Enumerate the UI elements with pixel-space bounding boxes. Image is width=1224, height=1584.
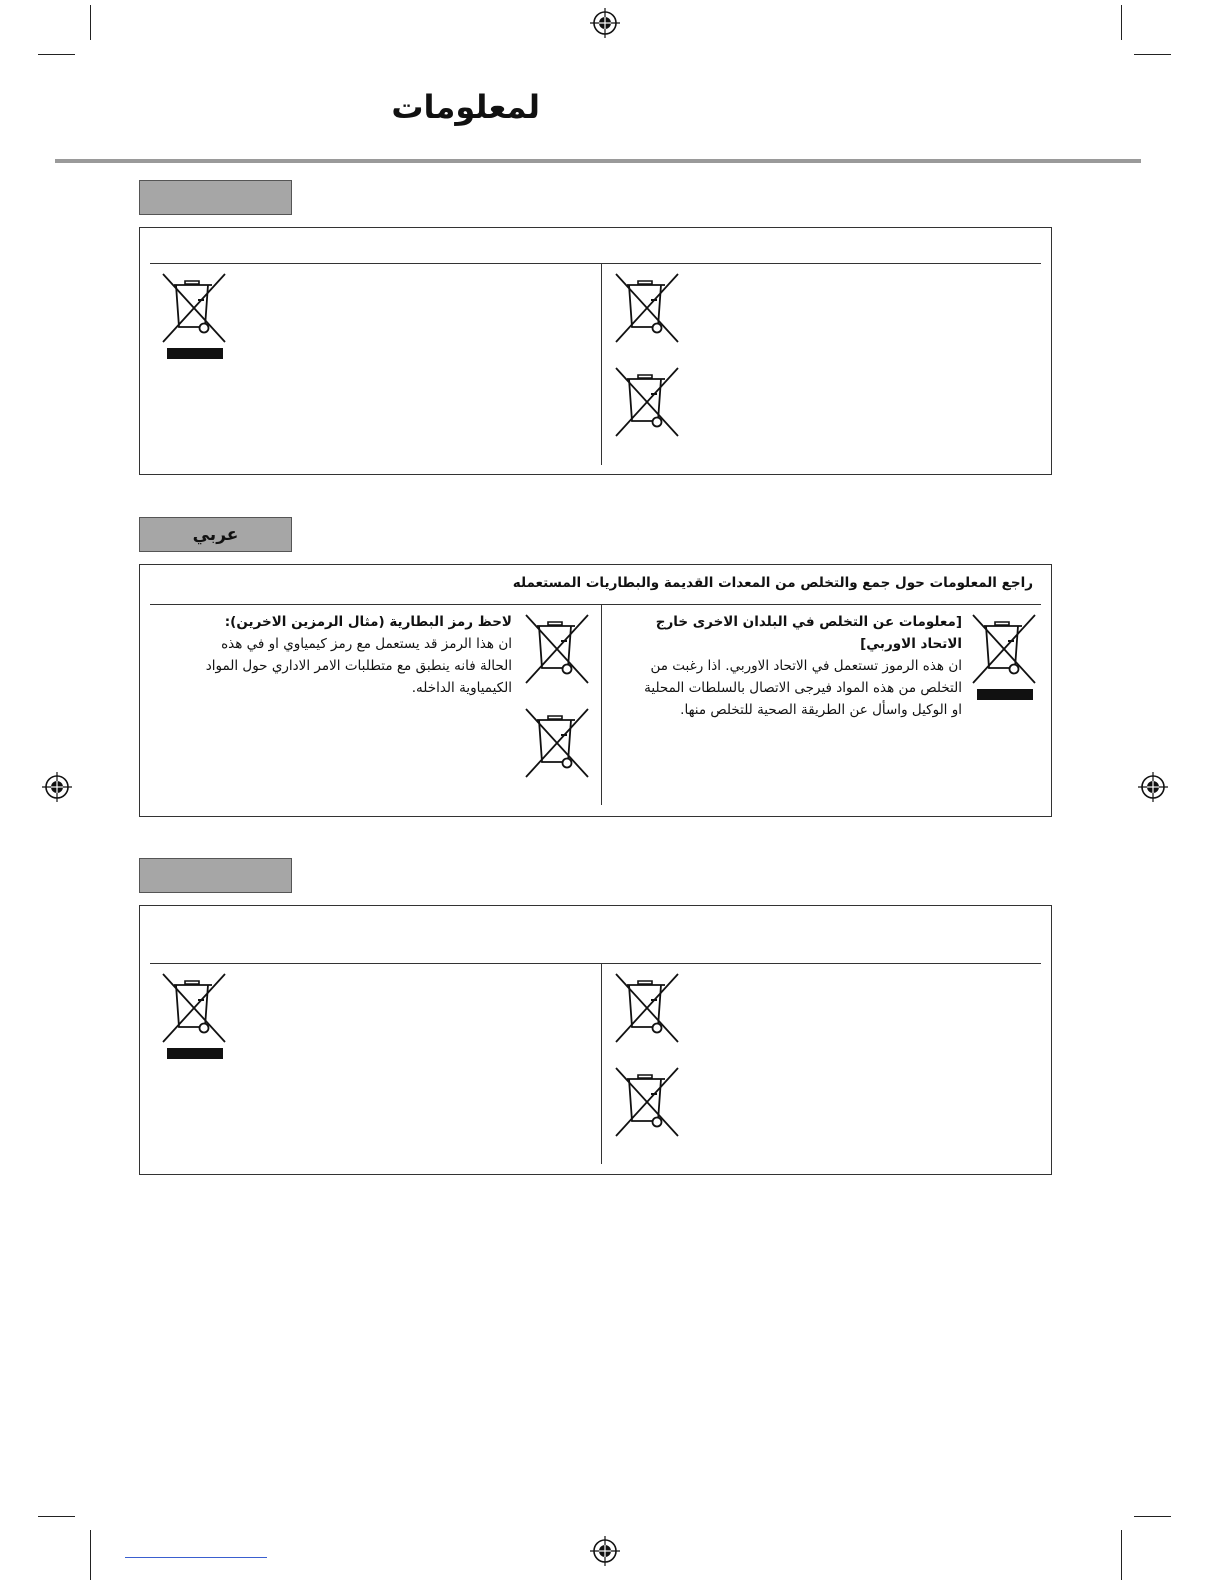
crossed-out-wheelie-bin-with-bar-icon xyxy=(970,613,1040,703)
battery-symbol-heading: لاحظ رمز البطارية (مثال الرمزين الاخرين): xyxy=(224,614,512,630)
crop-mark xyxy=(1121,5,1122,40)
panel-header xyxy=(150,565,1041,605)
disposal-panel xyxy=(139,227,1052,475)
page-title: لمعلومات xyxy=(391,88,540,126)
crossed-out-wheelie-bin-icon xyxy=(613,272,683,346)
crossed-out-wheelie-bin-icon xyxy=(613,1066,683,1140)
text-line: الحالة فانه ينطبق مع متطلبات الامر الاداري حول المواد xyxy=(205,658,512,674)
title-divider xyxy=(55,159,1141,163)
footer-underline xyxy=(125,1557,267,1558)
crossed-out-wheelie-bin-with-bar-icon xyxy=(160,272,230,362)
crossed-out-wheelie-bin-icon xyxy=(523,707,593,781)
panel-heading: راجع المعلومات حول جمع والتخلص من المعدات القديمة والبطاريات المستعمله xyxy=(512,575,1033,591)
language-tab-arabic: عربي xyxy=(139,517,292,552)
battery-symbol-note xyxy=(158,611,512,699)
registration-mark-icon xyxy=(1138,772,1168,802)
panel-header xyxy=(150,906,1041,964)
crop-mark xyxy=(1134,1516,1171,1517)
column-divider xyxy=(601,963,602,1164)
text-line: او الوكيل واسأل عن الطريقة الصحية للتخلص منها. xyxy=(680,702,962,718)
crop-mark xyxy=(38,54,75,55)
registration-mark-icon xyxy=(590,1536,620,1566)
language-tab xyxy=(139,180,292,215)
crop-mark xyxy=(1134,54,1171,55)
crossed-out-wheelie-bin-icon xyxy=(613,972,683,1046)
registration-mark-icon xyxy=(42,772,72,802)
column-divider xyxy=(601,263,602,465)
non-eu-disposal-info xyxy=(610,611,962,721)
crop-mark xyxy=(38,1516,75,1517)
crop-mark xyxy=(90,5,91,40)
language-tab xyxy=(139,858,292,893)
text-line: التخلص من هذه المواد فيرجى الاتصال بالسلطات المحلية xyxy=(644,680,962,696)
crossed-out-wheelie-bin-icon xyxy=(613,366,683,440)
crossed-out-wheelie-bin-icon xyxy=(523,613,593,687)
crop-mark xyxy=(90,1530,91,1580)
text-line: ان هذه الرموز تستعمل في الاتحاد الاوربي. اذا رغبت من xyxy=(650,658,962,674)
text-line: الكيمياوية الداخله. xyxy=(411,680,512,696)
non-eu-disposal-heading: [معلومات عن التخلص في البلدان الاخرى خارج الاتحاد الاوربي] xyxy=(655,614,962,652)
column-divider xyxy=(601,604,602,805)
registration-mark-icon xyxy=(590,8,620,38)
panel-header xyxy=(150,228,1041,264)
text-line: ان هذا الرمز قد يستعمل مع رمز كيمياوي او في هذه xyxy=(221,636,512,652)
crossed-out-wheelie-bin-with-bar-icon xyxy=(160,972,230,1062)
crop-mark xyxy=(1121,1530,1122,1580)
disposal-panel xyxy=(139,905,1052,1175)
disposal-panel-arabic xyxy=(139,564,1052,817)
